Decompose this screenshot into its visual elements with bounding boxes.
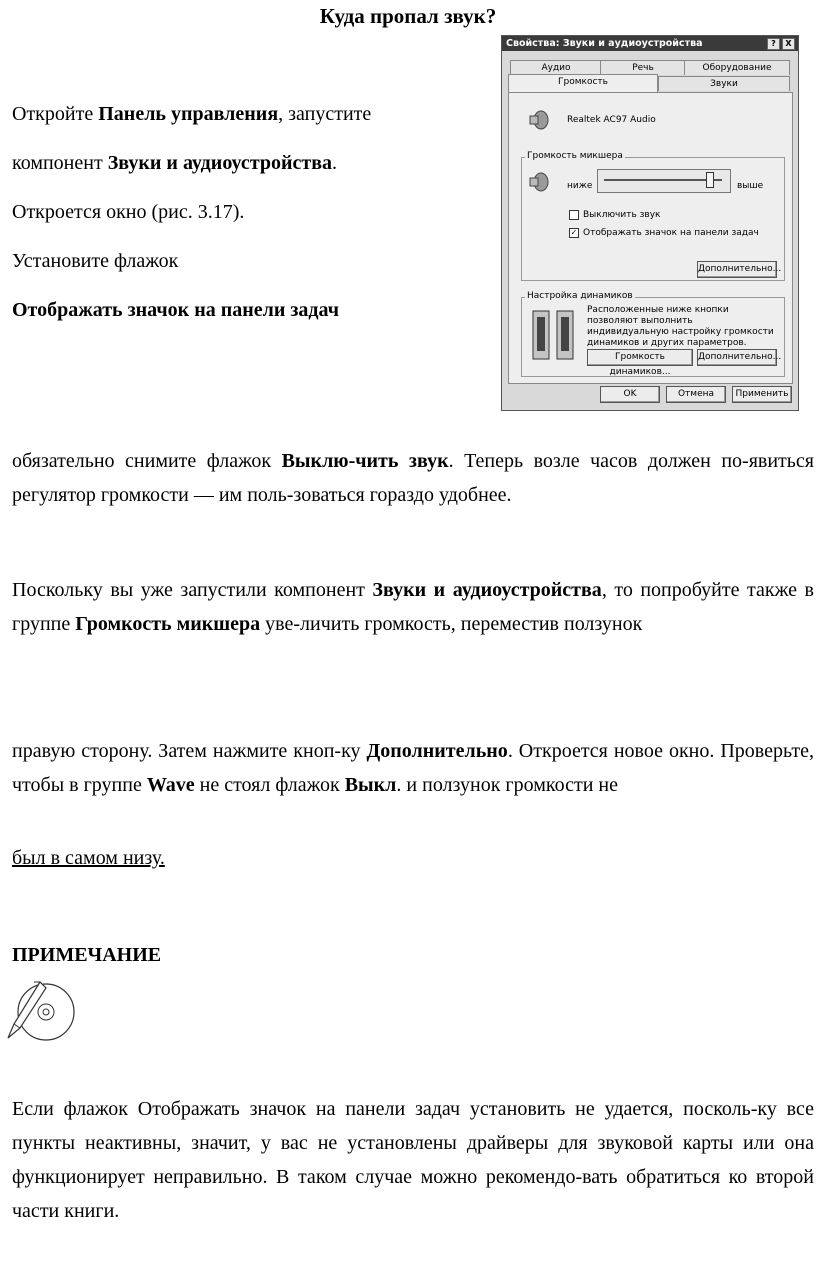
mixer-group-label: Громкость микшера (527, 151, 623, 161)
text: . (332, 152, 338, 174)
intro-line-5: Отображать значок на панели задач (12, 299, 340, 321)
page-title: Куда пропал звук? (319, 4, 497, 28)
slider-track (604, 179, 722, 181)
speakers-advanced-button[interactable]: Дополнительно... (697, 349, 777, 366)
intro-line-2 (12, 152, 337, 175)
text: обязательно снимите флажок (12, 450, 282, 472)
note-text: Если флажок Отображать значок на панели задач установить не удается, посколь-ку все пункты неактивны, значит, у вас не установлены драйверы для звуковой карты или она функционирует неправильно. В таком случае можно рекомендо-вать обратиться ко второй части книги. (12, 1098, 814, 1222)
text: . и ползунок громкости не (396, 774, 619, 796)
text: . Откроется новое окно. Проверьте, чтобы в группе (12, 740, 814, 796)
text: Откройте (12, 103, 99, 125)
advanced-term: Дополнительно (366, 740, 508, 762)
intro-line-4: Установите флажок (12, 250, 179, 272)
show-icon-label: Отображать значок на панели задач (583, 228, 759, 238)
off-term: Выкл (344, 774, 397, 796)
tab-sounds[interactable]: Звуки (658, 76, 790, 91)
tab-volume[interactable]: Громкость (508, 74, 658, 93)
advanced-button[interactable]: Дополнительно... (697, 261, 777, 278)
device-name: Realtek AC97 Audio (567, 115, 656, 125)
volume-speaker-icon (527, 171, 549, 193)
show-icon-checkbox[interactable]: ✓ (570, 228, 578, 237)
text: не стоял флажок (194, 774, 345, 796)
slider-high-label: выше (737, 181, 764, 191)
text: Поскольку вы уже запустили компонент (12, 579, 373, 601)
slider-thumb[interactable] (706, 172, 714, 188)
sounds-devices-term: Звуки и аудиоустройства (372, 579, 602, 601)
paragraph-2 (12, 573, 814, 641)
volume-panel (508, 92, 793, 384)
text: компонент (12, 152, 108, 174)
apply-button[interactable]: Применить (732, 386, 792, 403)
note-heading: ПРИМЕЧАНИЕ (12, 944, 162, 966)
sound-properties-dialog (501, 35, 799, 411)
cancel-button[interactable]: Отмена (666, 386, 726, 403)
help-button[interactable]: ? (767, 38, 780, 50)
paragraph-1 (12, 444, 814, 512)
ok-button[interactable]: OK (600, 386, 660, 403)
tab-hardware[interactable]: Оборудование (684, 60, 790, 75)
intro-line-1 (12, 103, 371, 126)
intro-line-3: Откроется окно (рис. 3.17). (12, 201, 245, 223)
tab-speech[interactable]: Речь (600, 60, 686, 75)
mixer-volume-term: Громкость микшера (75, 613, 261, 635)
control-panel-term: Панель управления (98, 103, 279, 125)
tab-audio[interactable]: Аудио (510, 60, 602, 75)
wave-term: Wave (146, 774, 195, 796)
speaker-volume-button[interactable]: Громкость динамиков... (587, 349, 693, 366)
close-button[interactable]: X (782, 38, 795, 50)
text: , запустите (278, 103, 372, 125)
mute-checkbox[interactable] (569, 210, 579, 220)
dialog-titlebar (502, 36, 798, 51)
slider-low-label: ниже (567, 181, 593, 191)
pencil-cd-icon (4, 978, 80, 1042)
sounds-devices-term: Звуки и аудиоустройства (107, 152, 333, 174)
text: уве-личить громкость, переместив ползунок (260, 613, 643, 635)
last-line: был в самом низу. (12, 847, 165, 869)
mute-term: Выклю-чить звук (281, 450, 449, 472)
dialog-title: Свойства: Звуки и аудиоустройства (506, 38, 703, 49)
speaker-icon (527, 109, 549, 131)
mixer-volume-slider[interactable] (597, 169, 731, 193)
speakers-icon (529, 307, 581, 365)
text: правую сторону. Затем нажмите кноп-ку (12, 740, 367, 762)
speakers-description: Расположенные ниже кнопки позволяют выполнить индивидуальную настройку громкости динамиков и других параметров. (587, 305, 774, 348)
text: . Теперь возле часов должен по-явиться регулятор громкости — им поль-зоваться гораздо удобнее. (12, 450, 814, 506)
speakers-group-label: Настройка динамиков (527, 291, 633, 301)
mute-label: Выключить звук (583, 210, 661, 220)
paragraph-3 (12, 734, 814, 802)
text: , то попробуйте также в группе (12, 579, 815, 635)
